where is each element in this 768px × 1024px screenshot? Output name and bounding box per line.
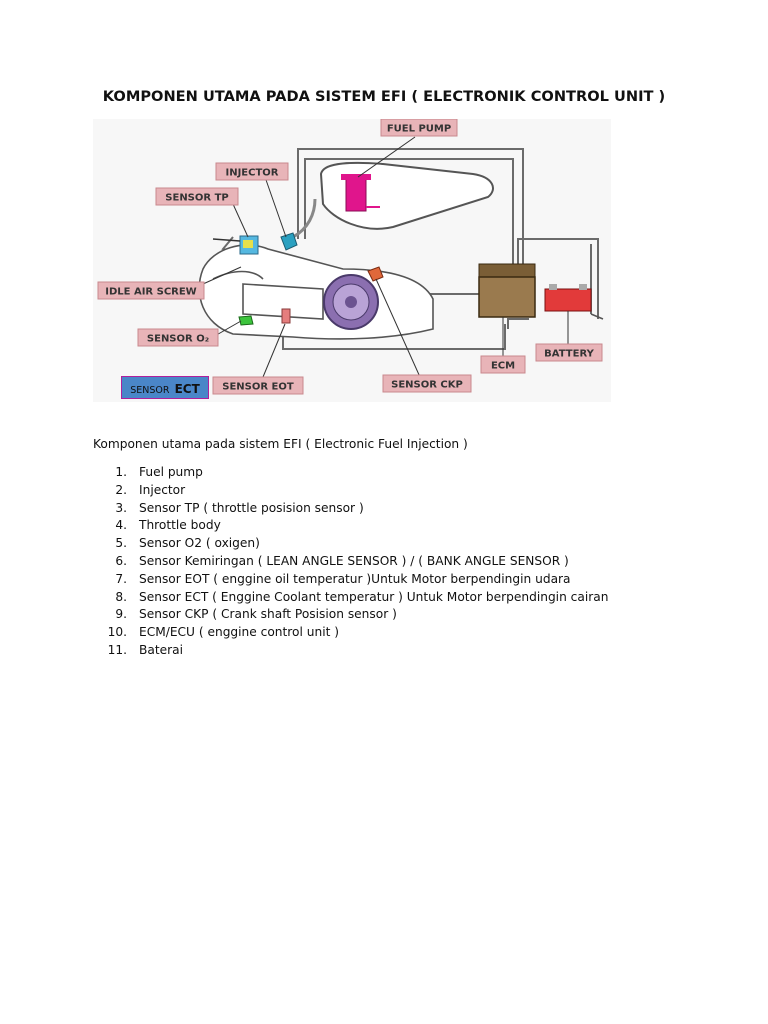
- list-item-number: 4.: [115, 518, 127, 533]
- document-title: KOMPONEN UTAMA PADA SISTEM EFI ( ELECTRONIK CONTROL UNIT ): [102, 88, 666, 105]
- fuel-pump-part: [346, 177, 366, 211]
- component-list-item: [93, 624, 608, 642]
- sensor-ect-label-small: SENSOR: [130, 385, 170, 396]
- sensor-ect-label-box: [121, 376, 209, 399]
- component-list-item: [93, 464, 608, 482]
- list-item-number: 10.: [107, 625, 127, 640]
- label-injector: INJECTOR: [225, 167, 279, 179]
- o2-sensor-part: [239, 316, 253, 325]
- list-item-number: 8.: [115, 589, 127, 604]
- list-item-number: 9.: [115, 607, 127, 622]
- list-item-number: 1.: [115, 465, 127, 479]
- efi-diagram: [93, 119, 611, 402]
- list-item-text: Baterai: [139, 642, 183, 657]
- label-sensor-ckp: SENSOR CKP: [391, 379, 463, 391]
- component-list-item: [93, 589, 608, 607]
- label-idle-air-screw: IDLE AIR SCREW: [105, 286, 197, 298]
- label-fuel-pump: FUEL PUMP: [386, 123, 452, 135]
- label-ecm: ECM: [490, 360, 516, 372]
- label-sensor-o2: SENSOR O₂: [146, 333, 210, 345]
- component-list: [93, 464, 608, 660]
- component-list-item: [93, 553, 608, 571]
- list-item-number: 6.: [115, 553, 127, 568]
- list-item-text: Fuel pump: [139, 465, 203, 479]
- fuel-pump-top: [341, 174, 371, 180]
- list-item-number: 2.: [115, 482, 127, 497]
- battery-part: [545, 289, 591, 311]
- ecm-connector: [479, 264, 535, 278]
- label-sensor-eot: SENSOR EOT: [222, 381, 294, 393]
- list-item-text: Sensor O2 ( oxigen): [139, 536, 260, 551]
- list-item-number: 11.: [107, 642, 127, 657]
- component-list-item: [93, 535, 608, 553]
- component-list-item: [93, 571, 608, 589]
- list-item-text: Sensor ECT ( Enggine Coolant temperatur ) Untuk Motor berpendingin cairan: [139, 589, 609, 604]
- list-item-text: Injector: [139, 482, 186, 497]
- sensor-ect-label-big: ECT: [174, 382, 200, 396]
- list-item-text: Sensor Kemiringan ( LEAN ANGLE SENSOR ) / ( BANK ANGLE SENSOR ): [139, 553, 569, 568]
- component-list-item: [93, 500, 608, 518]
- list-item-text: Sensor TP ( throttle posision sensor ): [139, 500, 364, 515]
- list-item-text: Sensor EOT ( enggine oil temperatur )Untuk Motor berpendingin udara: [139, 571, 571, 586]
- ecm-part: [479, 277, 535, 317]
- list-item-number: 7.: [115, 571, 127, 586]
- list-item-text: Sensor CKP ( Crank shaft Posision sensor ): [139, 607, 397, 622]
- list-item-number: 5.: [115, 536, 127, 551]
- efi-diagram-figure: [93, 119, 611, 402]
- component-list-item: [93, 642, 608, 660]
- component-list-item: [93, 606, 608, 624]
- label-battery: BATTERY: [544, 348, 594, 360]
- label-sensor-tp: SENSOR TP: [165, 192, 229, 204]
- component-list-item: [93, 517, 608, 535]
- intro-text: Komponen utama pada sistem EFI ( Electronic Fuel Injection ): [93, 437, 468, 451]
- list-item-text: ECM/ECU ( enggine control unit ): [139, 625, 340, 640]
- list-item-number: 3.: [115, 500, 127, 515]
- list-item-text: Throttle body: [139, 518, 221, 533]
- diagram-background: [93, 119, 611, 402]
- component-list-item: [93, 482, 608, 500]
- eot-sensor-part: [282, 309, 290, 323]
